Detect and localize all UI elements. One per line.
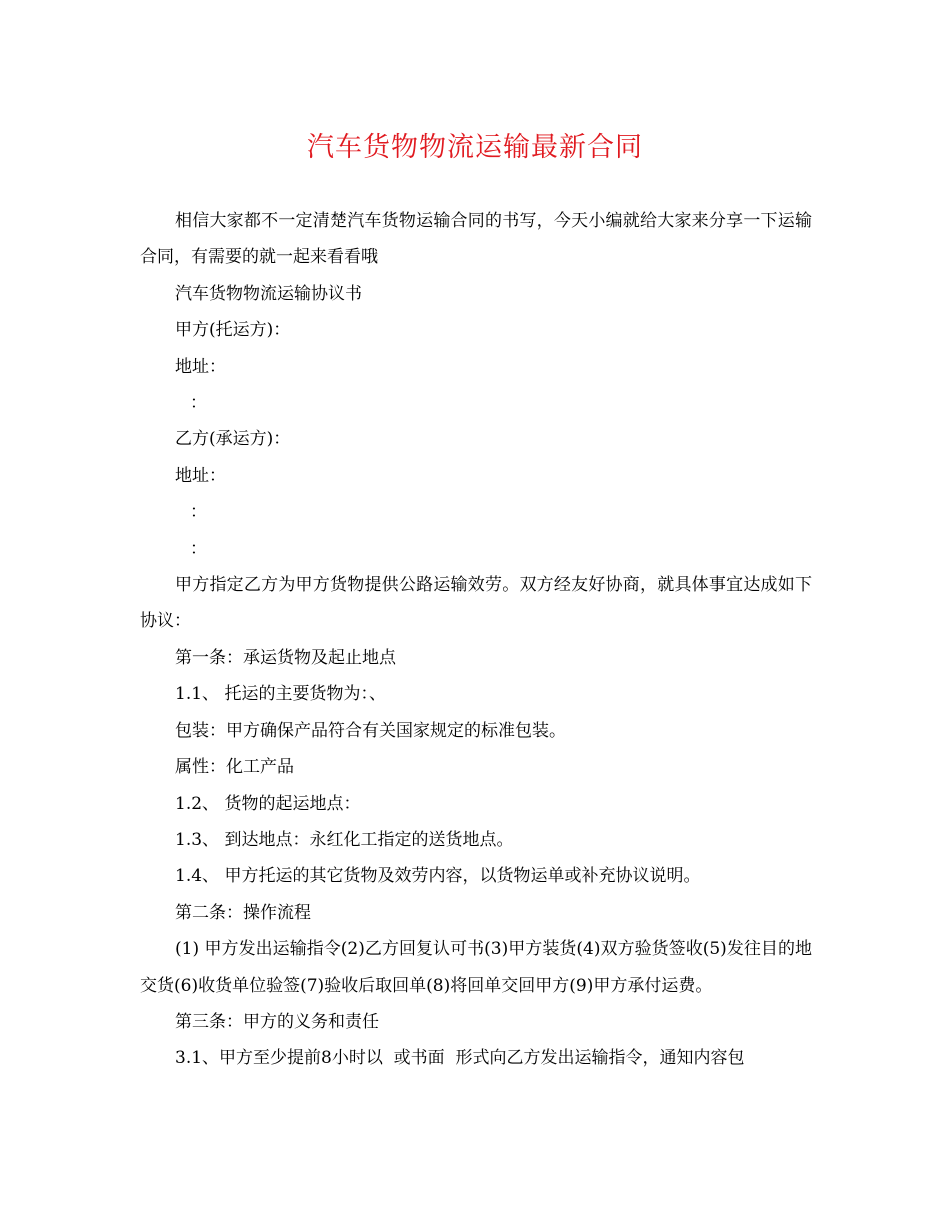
article-1-heading: 第一条：承运货物及起止地点 <box>175 647 396 668</box>
agreement-preamble: 甲方指定乙方为甲方货物提供公路运输效劳。双方经友好协商，就具体事宜达成如下协议： <box>140 575 812 632</box>
clause-3-1: 3.1、甲方至少提前8小时以 或书面 形式向乙方发出运输指令，通知内容包 <box>175 1048 745 1069</box>
party-a-address: 地址： <box>175 356 226 377</box>
party-b-field-line-2: ： <box>190 538 207 559</box>
clause-1-4: 1.4、 甲方托运的其它货物及效劳内容，以货物运单或补充协议说明。 <box>175 866 701 887</box>
clause-1-3: 1.3、 到达地点：永红化工指定的送货地点。 <box>175 829 514 850</box>
document-body <box>140 203 812 1077</box>
process-steps: (1) 甲方发出运输指令(2)乙方回复认可书(3)甲方装货(4)双方验货签收(5)发往目的地交货(6)收货单位验签(7)验收后取回单(8)将回单交回甲方(9)甲方承付运费。 <box>140 939 812 996</box>
party-b-line: 乙方(承运方)： <box>175 429 291 450</box>
clause-1-1: 1.1、 托运的主要货物为：、 <box>175 684 386 705</box>
clause-attribute: 属性：化工产品 <box>175 757 294 778</box>
party-a-field-line: ： <box>190 393 207 414</box>
article-2-heading: 第二条：操作流程 <box>175 902 311 923</box>
party-a-line: 甲方(托运方)： <box>175 320 291 341</box>
clause-packaging: 包装：甲方确保产品符合有关国家规定的标准包装。 <box>175 720 566 741</box>
intro-paragraph: 相信大家都不一定清楚汽车货物运输合同的书写，今天小编就给大家来分享一下运输合同，有需要的就一起来看看哦 <box>140 211 812 268</box>
party-b-field-line-1: ： <box>190 502 207 523</box>
document-title: 汽车货物物流运输最新合同 <box>307 132 643 163</box>
agreement-heading: 汽车货物物流运输协议书 <box>175 283 362 304</box>
party-b-address: 地址： <box>175 465 226 486</box>
article-3-heading: 第三条：甲方的义务和责任 <box>175 1011 379 1032</box>
clause-1-2: 1.2、 货物的起运地点： <box>175 793 361 814</box>
